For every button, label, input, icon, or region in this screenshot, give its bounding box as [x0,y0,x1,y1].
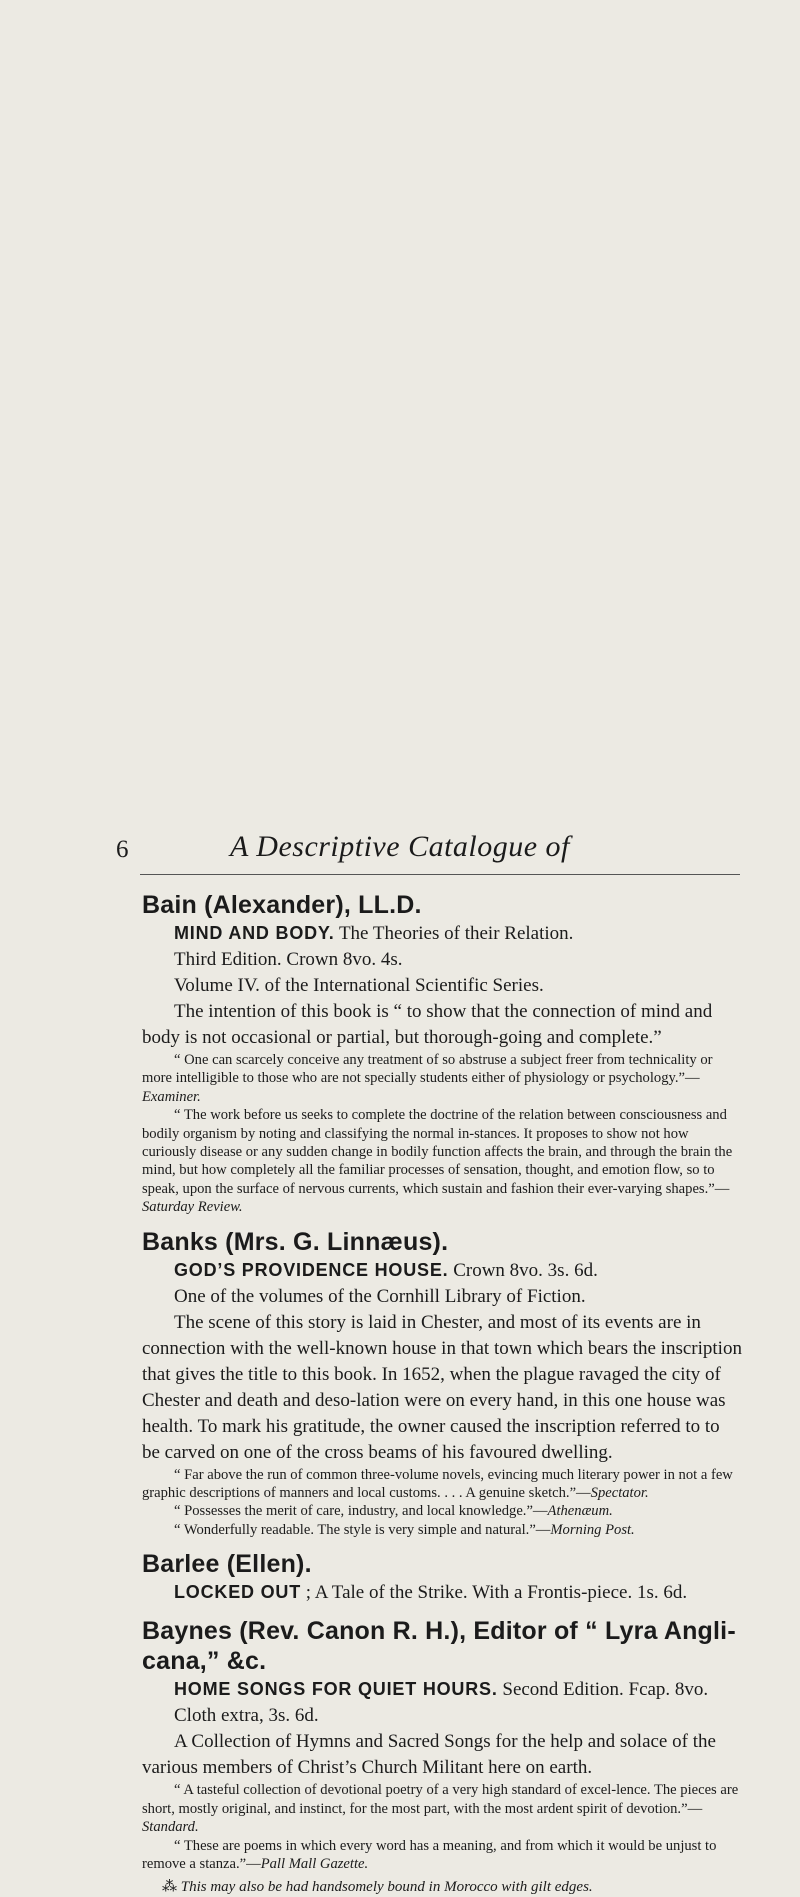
entry-barlee [142,1549,742,1606]
entry-author: Banks (Mrs. G. Linnæus). [142,1227,449,1256]
review-source: Pall Mall Gazette. [260,1855,369,1872]
review-source: Saturday Review. [142,1199,243,1216]
entry-author: Barlee (Ellen). [142,1550,312,1579]
review-quote: “ A tasteful collection of devotional poetry of a very high standard of excel-lence. The pieces are short, mostly original, and instinct, for the most part, with the most ardent spirit of devotion.”—Standard. [142,1782,739,1836]
series-line: Volume IV. of the International Scientific Series. [174,975,544,996]
page-number: 6 [116,836,129,863]
review-quote: “ Possesses the merit of care, industry, and local knowledge.”—Athenæum. [174,1503,613,1520]
book-description: The intention of this book is “ to show that the connection of mind and body is not occasional or partial, but thorough-going and complete.” [142,1001,713,1048]
book-title-rest: ; A Tale of the Strike. With a Frontis-piece. 1s. 6d. [301,1582,688,1604]
book-title-rest: Second Edition. Fcap. 8vo. Cloth extra, 3s. 6d. [174,1679,709,1727]
review-source: Examiner. [142,1088,201,1105]
binding-note: ⁂ This may also be had handsomely bound in Morocco with gilt edges. [162,1879,593,1896]
entry-baynes [142,1616,742,1897]
review-quote: “ These are poems in which every word has a meaning, and from which it would be unjust to remove a stanza.”—Pall Mall Gazette. [142,1837,717,1872]
book-title: HOME SONGS FOR QUIET HOURS. [174,1679,498,1700]
review-source: Athenæum. [547,1503,613,1520]
book-title: LOCKED OUT [174,1582,301,1603]
review-quote: “ Far above the run of common three-volume novels, evincing much literary power in not a few graphic descriptions of manners and local customs. . . . A genuine sketch.”—Spectator. [142,1466,733,1502]
book-title: MIND AND BODY. [174,923,335,943]
review-source: Spectator. [590,1485,649,1502]
running-title: A Descriptive Catalogue of [230,830,570,863]
review-quote: “ One can scarcely conceive any treatment of so abstruse a subject freer from technicality or more intelligible to those who are not specially students either of physiology or psychology.”—Examiner. [142,1052,713,1105]
book-description: A Collection of Hymns and Sacred Songs for the help and solace of the various members of Christ’s Church Militant here on earth. [142,1731,716,1779]
header-rule [140,874,740,875]
catalogue-content [142,890,742,1897]
entry-title-line [142,1676,742,1729]
book-title-rest: Crown 8vo. 3s. 6d. [448,1259,598,1281]
entry-title-line [142,1257,742,1284]
review-quote: “ Wonderfully readable. The style is very simple and natural.”—Morning Post. [174,1521,635,1538]
entry-bain [142,890,742,1217]
entry-author: Bain (Alexander), LL.D. [142,891,422,919]
series-line: One of the volumes of the Cornhill Library of Fiction. [174,1285,586,1307]
entry-author: Baynes (Rev. Canon R. H.), Editor of “ Lyra Angli-cana,” &c. [142,1617,736,1676]
entry-title-line [142,920,742,947]
edition-line: Third Edition. Crown 8vo. 4s. [174,949,403,970]
review-source: Morning Post. [550,1521,635,1538]
review-quote: “ The work before us seeks to complete the doctrine of the relation between consciousness and bodily organism by noting and classifying the normal in-stances. It proposes to show not how curiously disease or any sudden change in bodily function affects the brain, and through the brain the mind, but how completely all the familiar processes of sensation, thought, and emotion flow, so to speak, upon the surface of nervous currents, which sustain and fashion their ever-varying shapes.”—Saturday Review. [142,1107,733,1216]
book-title: GOD’S PROVIDENCE HOUSE. [174,1259,449,1280]
book-title-rest: The Theories of their Relation. [334,923,574,944]
book-description: The scene of this story is laid in Chester, and most of its events are in connection with the well-known house in that town which bears the inscription that gives the title to this book. In 1652, when the plague ravaged the city of Chester and death and deso-lation were on every hand, in this one house was health. To mark his gratitude, the owner caused the inscription referred to to be carved on one of the cross beams of his favoured dwelling. [142,1311,742,1463]
review-source: Standard. [142,1819,199,1836]
entry-title-line [142,1579,742,1606]
running-head [0,830,800,886]
